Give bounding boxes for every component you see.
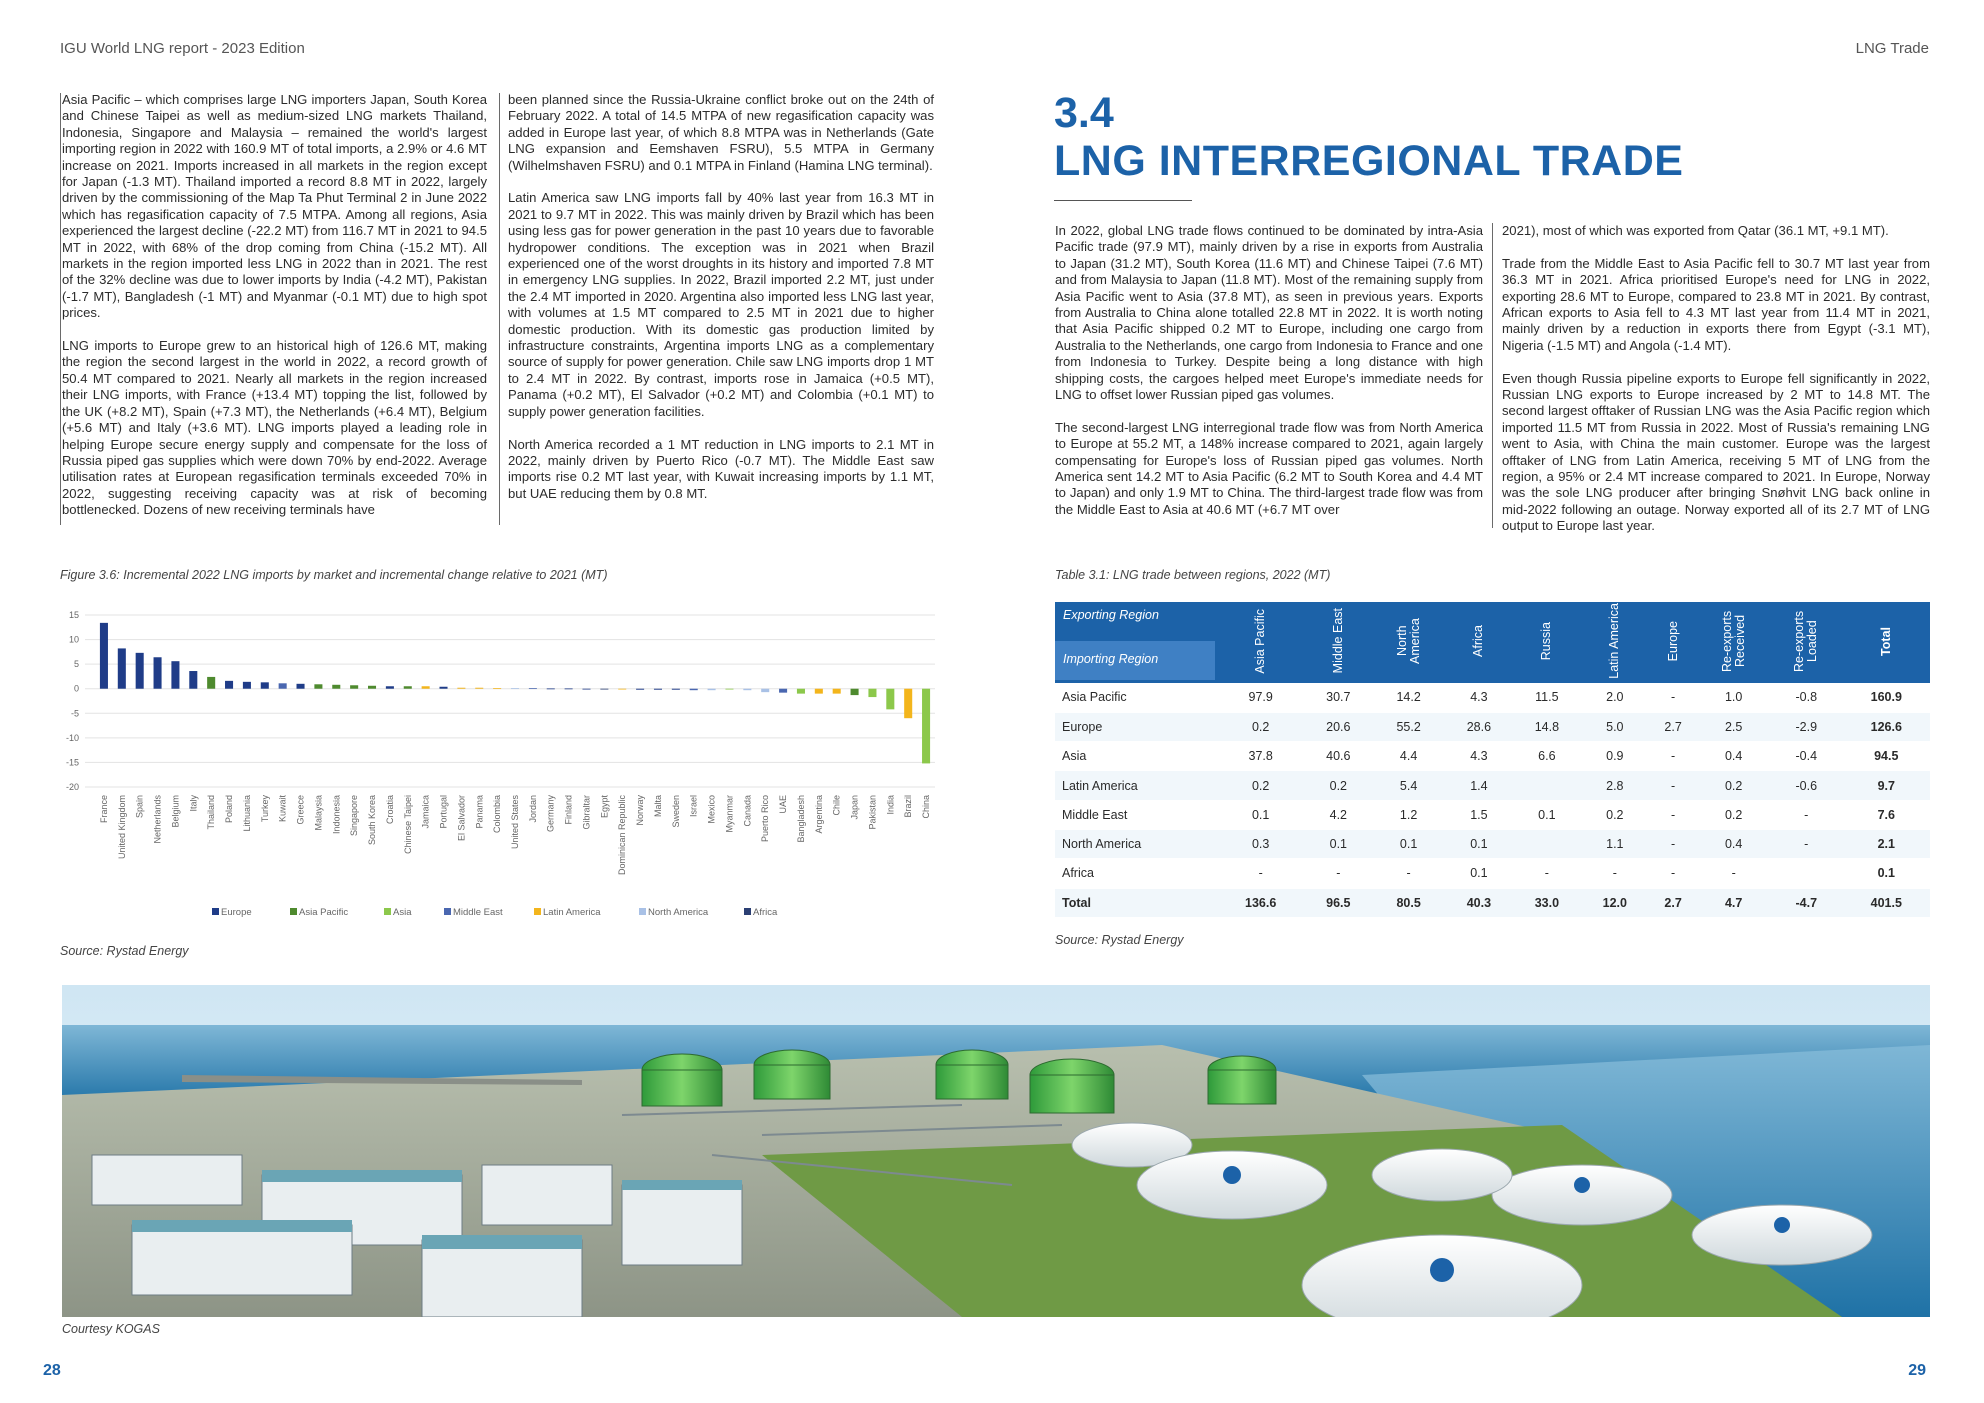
row-label: Asia Pacific bbox=[1055, 683, 1217, 712]
table-cell: 40.6 bbox=[1304, 742, 1372, 771]
bar bbox=[279, 683, 287, 688]
bar bbox=[439, 687, 447, 689]
section-number: 3.4 bbox=[1054, 89, 1114, 137]
column-rule bbox=[60, 93, 61, 525]
table-cell: 7.6 bbox=[1843, 800, 1930, 829]
x-tick-label: Netherlands bbox=[152, 795, 163, 844]
paragraph: 2021), most of which was exported from Qatar (36.1 MT, +9.1 MT). bbox=[1502, 223, 1889, 238]
legend-label: Asia Pacific bbox=[299, 907, 349, 918]
table-cell: - bbox=[1649, 742, 1698, 771]
bar bbox=[886, 689, 894, 710]
table-cell: - bbox=[1581, 859, 1649, 888]
bar bbox=[529, 688, 537, 689]
table-cell: 0.1 bbox=[1217, 800, 1304, 829]
table-cell: 14.8 bbox=[1513, 712, 1581, 741]
x-tick-label: Thailand bbox=[206, 795, 217, 830]
y-tick-label: -15 bbox=[65, 757, 79, 768]
table-header-row bbox=[1055, 602, 1930, 683]
table-cell: 4.3 bbox=[1445, 683, 1513, 712]
table-corner-header bbox=[1055, 602, 1217, 683]
x-tick-label: Israel bbox=[688, 795, 699, 818]
table-cell: - bbox=[1304, 859, 1372, 888]
x-tick-label: Colombia bbox=[492, 795, 503, 834]
figure-source: Source: Rystad Energy bbox=[60, 944, 189, 958]
x-tick-label: United States bbox=[510, 795, 520, 850]
paragraph: The second-largest LNG interregional trade flow was from North America to Europe at 55.2 MT, a 148% increase compared to 2021, again largely compensating for Europe's loss of Russian piped gas volumes. North America sent 14.2 MT to Asia Pacific (6.2 MT to South Korea and 4.4 MT to Japan) and only 1.9 MT to China. The third-largest trade flow was from the Middle East to Asia at 40.6 MT (+6.7 MT over bbox=[1055, 419, 1483, 517]
table-caption: Table 3.1: LNG trade between regions, 2022 (MT) bbox=[1055, 568, 1331, 582]
legend-label: Europe bbox=[221, 907, 252, 918]
bar bbox=[511, 688, 519, 689]
table-cell: 94.5 bbox=[1843, 742, 1930, 771]
bar bbox=[565, 688, 573, 689]
x-tick-label: Kuwait bbox=[277, 795, 288, 823]
y-tick-label: -10 bbox=[65, 732, 79, 743]
table-cell: 126.6 bbox=[1843, 712, 1930, 741]
table-cell: -0.8 bbox=[1770, 683, 1843, 712]
bar bbox=[761, 689, 769, 692]
table-cell: 6.6 bbox=[1513, 742, 1581, 771]
table-cell: 1.4 bbox=[1445, 771, 1513, 800]
exporting-region-label: Exporting Region bbox=[1063, 608, 1159, 622]
bar bbox=[636, 689, 644, 690]
legend-label: Latin America bbox=[543, 907, 601, 918]
table-cell: 1.0 bbox=[1697, 683, 1770, 712]
table-cell: 0.4 bbox=[1697, 829, 1770, 858]
table-cell: 97.9 bbox=[1217, 683, 1304, 712]
x-tick-label: Panama bbox=[474, 795, 485, 829]
bar bbox=[797, 689, 805, 694]
column-header: Re-exports Loaded bbox=[1770, 602, 1843, 683]
table-cell: - bbox=[1649, 683, 1698, 712]
legend-label: Africa bbox=[753, 907, 778, 918]
x-tick-label: Jamaica bbox=[420, 795, 431, 829]
bar bbox=[779, 689, 787, 693]
table-row bbox=[1055, 742, 1930, 771]
row-label: Middle East bbox=[1055, 800, 1217, 829]
column-header: Middle East bbox=[1304, 602, 1372, 683]
section-title: LNG INTERREGIONAL TRADE bbox=[1054, 137, 1684, 185]
table-cell: -2.9 bbox=[1770, 712, 1843, 741]
photo-credit: Courtesy KOGAS bbox=[62, 1322, 160, 1336]
x-tick-label: Japan bbox=[849, 795, 860, 820]
x-tick-label: South Korea bbox=[367, 795, 378, 846]
paragraph: LNG imports to Europe grew to an historical high of 126.6 MT, making the region the second largest in the world in 2022, a record growth of 50.4 MT compared to 2021. Nearly all markets in the region increased their LNG imports, with France (+13.4 MT) topping the list, followed by the UK (+8.2 MT), Spain (+7.3 MT), the Netherlands (+6.4 MT), Belgium (+5.6 MT) and Italy (+3.6 MT). LNG imports played a leading role in helping Europe secure energy supply and compensate for the loss of Russia piped gas supplies which were down 70% by end-2022. Average utilisation rates at European regasification terminals exceeded 70% in 2022, suggesting receiving capacity was at risk of becoming bottlenecked. Dozens of new receiving terminals have bbox=[62, 338, 487, 518]
bar bbox=[690, 689, 698, 690]
table-cell: 0.1 bbox=[1304, 829, 1372, 858]
bar bbox=[600, 689, 608, 690]
title-rule bbox=[1054, 200, 1192, 201]
x-tick-label: Sweden bbox=[670, 795, 681, 828]
x-tick-label: Malta bbox=[652, 795, 663, 818]
x-tick-label: Norway bbox=[635, 795, 646, 826]
bar bbox=[136, 653, 144, 689]
x-tick-label: Puerto Rico bbox=[760, 795, 771, 843]
table-cell: 5.0 bbox=[1581, 712, 1649, 741]
table-cell: 30.7 bbox=[1304, 683, 1372, 712]
column-rule bbox=[1492, 223, 1493, 528]
column-header: Latin America bbox=[1581, 602, 1649, 683]
table-cell: 2.0 bbox=[1581, 683, 1649, 712]
x-tick-label: Spain bbox=[134, 795, 145, 819]
y-tick-label: -20 bbox=[65, 782, 79, 792]
table-cell: 12.0 bbox=[1581, 888, 1649, 917]
x-tick-label: Indonesia bbox=[331, 795, 342, 835]
bar bbox=[547, 688, 555, 689]
x-tick-label: Brazil bbox=[903, 795, 914, 818]
y-tick-label: 5 bbox=[73, 659, 79, 670]
importing-region-label: Importing Region bbox=[1055, 641, 1215, 680]
x-tick-label: Malaysia bbox=[313, 795, 324, 831]
table-cell: - bbox=[1649, 800, 1698, 829]
x-tick-label: India bbox=[885, 795, 896, 815]
bar bbox=[100, 623, 108, 689]
x-tick-label: El Salvador bbox=[456, 795, 467, 842]
table-cell: 96.5 bbox=[1304, 888, 1372, 917]
table-cell: 28.6 bbox=[1445, 712, 1513, 741]
y-tick-label: 10 bbox=[68, 634, 79, 645]
x-tick-label: Lithuania bbox=[241, 795, 252, 832]
table-cell: 2.1 bbox=[1843, 829, 1930, 858]
table-row bbox=[1055, 800, 1930, 829]
table-cell: 4.3 bbox=[1445, 742, 1513, 771]
page-number-left: 28 bbox=[43, 1362, 61, 1379]
bar bbox=[171, 661, 179, 689]
x-tick-label: Mexico bbox=[706, 795, 717, 824]
table-cell: 0.1 bbox=[1372, 829, 1445, 858]
x-tick-label: Italy bbox=[188, 795, 199, 812]
left-text-column-1 bbox=[62, 92, 487, 519]
bar bbox=[457, 688, 465, 689]
table-cell: 4.2 bbox=[1304, 800, 1372, 829]
right-text-column-1 bbox=[1055, 223, 1483, 518]
column-header: Russia bbox=[1513, 602, 1581, 683]
table-cell: - bbox=[1697, 859, 1770, 888]
table-cell: - bbox=[1513, 859, 1581, 888]
bar bbox=[618, 689, 626, 690]
x-tick-label: France bbox=[98, 795, 109, 824]
table-cell: -4.7 bbox=[1770, 888, 1843, 917]
legend-label: Asia bbox=[393, 907, 412, 918]
x-tick-label: Argentina bbox=[813, 795, 824, 834]
table-cell: 0.1 bbox=[1513, 800, 1581, 829]
paragraph: Trade from the Middle East to Asia Pacific fell to 30.7 MT last year from 36.3 MT in 2021. Africa prioritised Europe's need for LNG in 2022, exporting 28.6 MT to Europe, compared to 23.8 MT in 2021. By contrast, African exports to Asia fell to 4.3 MT last year from 11.4 MT in 2021, mainly driven by a reduction in exports there from Egypt (-3.1 MT), Nigeria (-1.5 MT) and Angola (-1.4 MT). bbox=[1502, 255, 1930, 353]
column-header: Africa bbox=[1445, 602, 1513, 683]
x-tick-label: Portugal bbox=[438, 795, 449, 829]
table-cell: 0.4 bbox=[1697, 742, 1770, 771]
right-text-column-2 bbox=[1502, 223, 1930, 535]
table-cell: 2.8 bbox=[1581, 771, 1649, 800]
bar bbox=[654, 689, 662, 690]
table-row bbox=[1055, 859, 1930, 888]
bar bbox=[475, 688, 483, 689]
bar bbox=[118, 648, 126, 688]
column-header: Europe bbox=[1649, 602, 1698, 683]
bar bbox=[868, 689, 876, 697]
page-number-right: 29 bbox=[1908, 1362, 1926, 1379]
column-header: Asia Pacific bbox=[1217, 602, 1304, 683]
table-cell: - bbox=[1649, 829, 1698, 858]
x-tick-label: Pakistan bbox=[867, 795, 878, 830]
bar bbox=[314, 684, 322, 688]
table-row bbox=[1055, 683, 1930, 712]
table-cell: 2.7 bbox=[1649, 712, 1698, 741]
report-title: IGU World LNG report - 2023 Edition bbox=[60, 40, 305, 57]
row-label: Asia bbox=[1055, 742, 1217, 771]
table-cell: 1.5 bbox=[1445, 800, 1513, 829]
table-cell bbox=[1513, 771, 1581, 800]
table-cell: 0.1 bbox=[1445, 829, 1513, 858]
lng-trade-table bbox=[1055, 602, 1930, 918]
column-header: Re-exports Received bbox=[1697, 602, 1770, 683]
x-tick-label: Bangladesh bbox=[795, 795, 806, 843]
bar bbox=[225, 681, 233, 689]
bar bbox=[851, 689, 859, 695]
bar bbox=[368, 686, 376, 689]
table-source: Source: Rystad Energy bbox=[1055, 933, 1184, 947]
table-cell: 14.2 bbox=[1372, 683, 1445, 712]
table-cell: - bbox=[1217, 859, 1304, 888]
row-label: Africa bbox=[1055, 859, 1217, 888]
table-cell: 0.1 bbox=[1445, 859, 1513, 888]
paragraph: North America recorded a 1 MT reduction in LNG imports to 2.1 MT in 2022, mainly driven by Puerto Rico (-0.7 MT). The Middle East saw imports rise 0.2 MT last year, with Kuwait increasing imports by 1.1 MT, but UAE reducing them by 0.8 MT. bbox=[508, 436, 934, 501]
column-header: Total bbox=[1843, 602, 1930, 683]
x-tick-label: UAE bbox=[778, 795, 789, 814]
x-tick-label: Finland bbox=[563, 795, 574, 825]
bar bbox=[261, 682, 269, 688]
table-cell: 0.2 bbox=[1697, 771, 1770, 800]
paragraph: Even though Russia pipeline exports to Europe fell significantly in 2022, Russian LNG exports to Europe increased by 2 MT to 14.8 MT. The second largest offtaker of Russian LNG was the Asia Pacific region which imported 11.5 MT from Russia in 2022. Most of Russia's remaining LNG went to Asia, with China the main customer. Europe was the largest offtaker of LNG from Latin America, receiving 5 MT of LNG from the region, a 95% or 2.4 MT increase compared to 2021. In Europe, Norway was the sole LNG producer after bringing Snøhvit LNG back online in mid-2022 following an outage. Norway exported all of its 2.7 MT of LNG output to Europe last year. bbox=[1502, 370, 1930, 534]
x-tick-label: Singapore bbox=[349, 795, 360, 837]
x-tick-label: Canada bbox=[742, 795, 753, 827]
paragraph: Latin America saw LNG imports fall by 40% last year from 16.3 MT in 2021 to 9.7 MT in 2022. This was mainly driven by Brazil which has been using less gas for power generation in the past 10 years due to favorable hydropower conditions. The exception was in 2021 when Brazil experienced one of the worst droughts in its history and imported 7.8 MT in emergency LNG supplies. In 2022, Brazil imported 2.2 MT, just under the 2.4 MT imported in 2020. Argentina also imported less LNG last year, with volumes at 1.5 MT compared to 2.5 MT in 2021 due to higher domestic production. With its domestic gas production limited by infrastructure constraints, Argentina imports LNG as a complementary source of supply for power generation. Chile saw LNG imports drop 1 MT to 2.4 MT in 2022. By contrast, imports rose in Jamaica (+0.5 MT), Panama (+0.2 MT), El Salvador (+0.2 MT) and Colombia (+0.1 MT) to supply power generation facilities. bbox=[508, 190, 934, 419]
table-cell: 1.1 bbox=[1581, 829, 1649, 858]
x-tick-label: Gibraltar bbox=[581, 795, 592, 830]
bar bbox=[207, 677, 215, 689]
table-cell: 0.2 bbox=[1217, 712, 1304, 741]
table-cell: 11.5 bbox=[1513, 683, 1581, 712]
legend-swatch bbox=[744, 908, 751, 915]
table-cell: 0.3 bbox=[1217, 829, 1304, 858]
bar bbox=[815, 689, 823, 694]
table-cell: 0.2 bbox=[1581, 800, 1649, 829]
bar bbox=[386, 686, 394, 688]
table-cell: 33.0 bbox=[1513, 888, 1581, 917]
y-tick-label: 15 bbox=[68, 610, 79, 620]
table-cell: 37.8 bbox=[1217, 742, 1304, 771]
bar bbox=[708, 689, 716, 690]
x-tick-label: Turkey bbox=[259, 795, 270, 823]
table-cell: 0.2 bbox=[1217, 771, 1304, 800]
table-cell: 136.6 bbox=[1217, 888, 1304, 917]
paragraph: In 2022, global LNG trade flows continued to be dominated by intra-Asia Pacific trade (97.9 MT), mainly driven by a rise in exports from Australia to Japan (31.2 MT), South Korea (11.6 MT) and Chinese Taipei (7.6 MT) and from Malaysia to Japan (11.8 MT). Most of the remaining supply from Asia Pacific went to Asia (37.8 MT), as seen in previous years. Exports from Australia to China alone totalled 22.8 MT in 2022. It is worth noting that Asia Pacific shipped 0.2 MT to Europe, including one cargo from Australia to the Netherlands, one cargo from Indonesia to France and one from Indonesia to Turkey. Despite being a long distance with high shipping costs, the cargoes helped meet Europe's immediate needs for LNG to offset lower Russian piped gas volumes. bbox=[1055, 223, 1483, 403]
bar bbox=[582, 689, 590, 690]
legend-swatch bbox=[444, 908, 451, 915]
x-tick-label: China bbox=[921, 795, 932, 819]
bar bbox=[350, 685, 358, 688]
bar bbox=[922, 689, 930, 764]
bar bbox=[493, 688, 501, 689]
table-cell: - bbox=[1649, 859, 1698, 888]
table-cell: 1.2 bbox=[1372, 800, 1445, 829]
table-cell: 55.2 bbox=[1372, 712, 1445, 741]
column-rule bbox=[499, 93, 500, 525]
table-cell: - bbox=[1372, 859, 1445, 888]
x-tick-label: Croatia bbox=[384, 795, 395, 825]
left-text-column-2 bbox=[508, 92, 934, 502]
bar bbox=[154, 657, 162, 688]
table-cell: 40.3 bbox=[1445, 888, 1513, 917]
x-tick-label: Greece bbox=[295, 795, 306, 825]
table-row bbox=[1055, 829, 1930, 858]
table-total-row bbox=[1055, 888, 1930, 917]
table-cell: 2.5 bbox=[1697, 712, 1770, 741]
table-cell: 4.7 bbox=[1697, 888, 1770, 917]
lng-terminal-photo bbox=[62, 985, 1930, 1317]
x-tick-label: Myanmar bbox=[724, 795, 735, 833]
table-cell: 401.5 bbox=[1843, 888, 1930, 917]
table-cell: -0.4 bbox=[1770, 742, 1843, 771]
legend-swatch bbox=[290, 908, 297, 915]
table-cell: 0.2 bbox=[1304, 771, 1372, 800]
row-label: Total bbox=[1055, 888, 1217, 917]
paragraph: Asia Pacific – which comprises large LNG importers Japan, South Korea and Chinese Taipei as well as medium-sized LNG markets Thailand, Indonesia, Singapore and Malaysia – remained the world's largest importing region in 2022 with 160.9 MT of total imports, a 2.9% or 4.6 MT increase on 2021. Imports increased in all markets in the region except for Japan (-1.3 MT). Thailand imported a record 8.8 MT in 2022, largely driven by the commissioning of the Map Ta Phut Terminal 2 in June 2022 which has regasification capacity of 7.5 MTPA. Among all regions, Asia experienced the largest decline (-22.2 MT) from 116.7 MT in 2021 to 94.5 MT in 2022, with 68% of the drop coming from China (-15.2 MT). All markets in the region imported less LNG in 2022 than in 2021. The rest of the 32% decline was due to lower imports by India (-4.2 MT), Pakistan (-1.7 MT), Bangladesh (-1 MT) and Myanmar (-0.1 MT) due to high spot prices. bbox=[62, 92, 487, 321]
table-row bbox=[1055, 771, 1930, 800]
table-cell: 9.7 bbox=[1843, 771, 1930, 800]
table-row bbox=[1055, 712, 1930, 741]
section-running-head: LNG Trade bbox=[1855, 40, 1929, 57]
bar bbox=[833, 689, 841, 694]
table-cell: 80.5 bbox=[1372, 888, 1445, 917]
table-cell: 160.9 bbox=[1843, 683, 1930, 712]
legend-swatch bbox=[639, 908, 646, 915]
table-cell: 2.7 bbox=[1649, 888, 1698, 917]
x-tick-label: Poland bbox=[224, 795, 235, 824]
legend-label: Middle East bbox=[453, 907, 503, 918]
bar bbox=[904, 689, 912, 718]
legend-swatch bbox=[534, 908, 541, 915]
table-cell: 0.9 bbox=[1581, 742, 1649, 771]
legend-label: North America bbox=[648, 907, 709, 918]
table-cell: 0.2 bbox=[1697, 800, 1770, 829]
bar bbox=[672, 689, 680, 690]
legend-swatch bbox=[384, 908, 391, 915]
table-cell: 0.1 bbox=[1843, 859, 1930, 888]
bar bbox=[743, 689, 751, 690]
incremental-imports-chart bbox=[60, 605, 940, 935]
table-cell bbox=[1770, 859, 1843, 888]
bar bbox=[422, 686, 430, 688]
paragraph: been planned since the Russia-Ukraine conflict broke out on the 24th of February 2022. A total of 14.5 MTPA of new regasification capacity was added in Europe last year, of which 8.8 MTPA was in Netherlands (Gate LNG expansion and Eemshaven FSRU), 5.5 MTPA in Germany (Wilhelmshaven FSRU) and 0.1 MTPA in Finland (Hamina LNG terminal). bbox=[508, 92, 934, 173]
bar bbox=[297, 684, 305, 689]
y-tick-label: 0 bbox=[73, 683, 79, 694]
bar bbox=[189, 671, 197, 689]
table-cell: 4.4 bbox=[1372, 742, 1445, 771]
table-cell bbox=[1513, 829, 1581, 858]
x-tick-label: Germany bbox=[545, 795, 556, 833]
x-tick-label: Belgium bbox=[170, 795, 181, 828]
table-cell: 5.4 bbox=[1372, 771, 1445, 800]
figure-caption: Figure 3.6: Incremental 2022 LNG imports by market and incremental change relative to 2021 (MT) bbox=[60, 568, 608, 582]
row-label: Europe bbox=[1055, 712, 1217, 741]
x-tick-label: Jordan bbox=[527, 795, 538, 823]
bar bbox=[725, 689, 733, 690]
table-cell: - bbox=[1649, 771, 1698, 800]
table-cell: -0.6 bbox=[1770, 771, 1843, 800]
x-tick-label: Chile bbox=[831, 795, 842, 816]
x-tick-label: Dominican Republic bbox=[617, 795, 628, 876]
x-tick-label: Egypt bbox=[599, 795, 610, 819]
bar bbox=[243, 682, 251, 689]
table-cell: - bbox=[1770, 800, 1843, 829]
row-label: Latin America bbox=[1055, 771, 1217, 800]
row-label: North America bbox=[1055, 829, 1217, 858]
y-tick-label: -5 bbox=[70, 708, 79, 719]
bar bbox=[332, 685, 340, 689]
table-cell: 20.6 bbox=[1304, 712, 1372, 741]
x-tick-label: Chinese Taipei bbox=[402, 795, 413, 854]
column-header: North America bbox=[1372, 602, 1445, 683]
bar bbox=[404, 686, 412, 688]
legend-swatch bbox=[212, 908, 219, 915]
table-cell: - bbox=[1770, 829, 1843, 858]
x-tick-label: United Kingdom bbox=[116, 795, 127, 860]
